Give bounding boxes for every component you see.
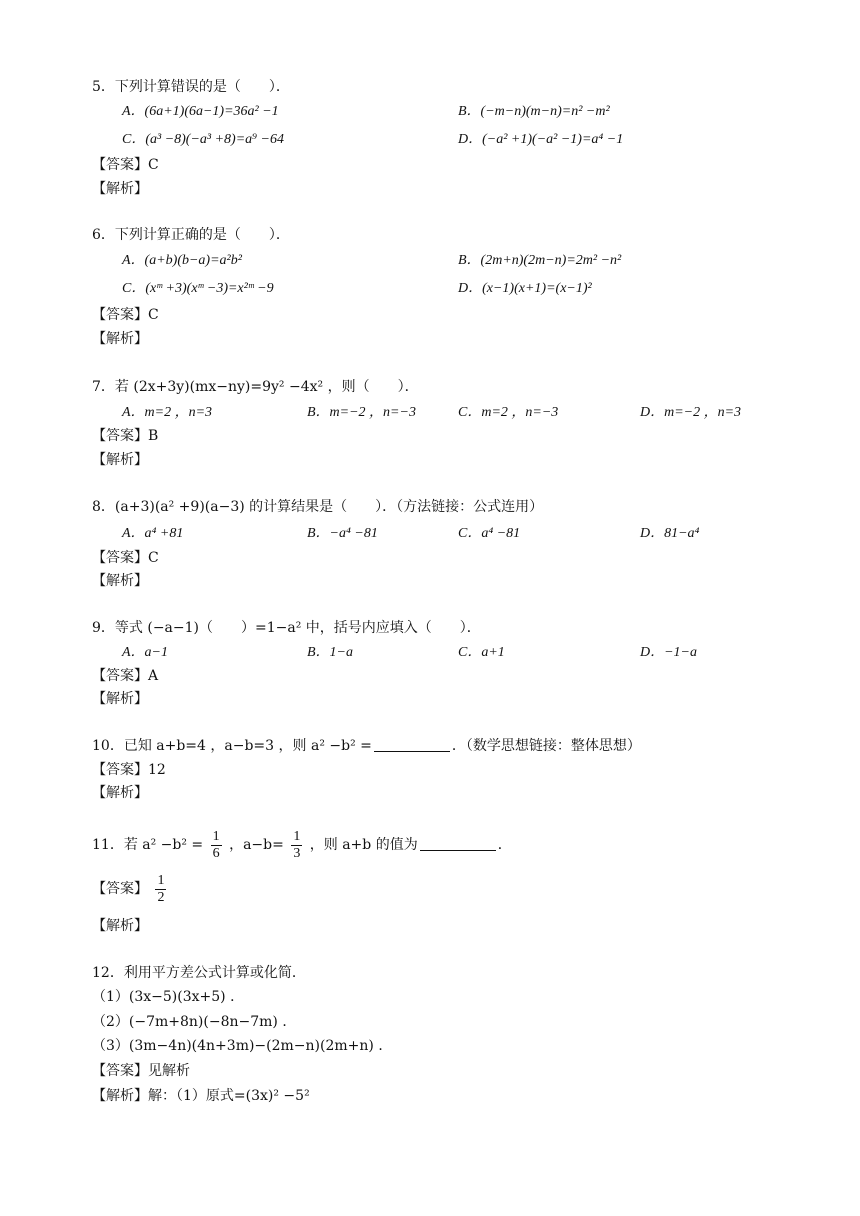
q8-analysis: 【解析】 [92, 573, 148, 589]
q8-option-b: B．−a⁴ −81 [307, 526, 378, 541]
q7-option-c: C．m=2 ，n=−3 [458, 405, 559, 420]
q6-option-b: B．(2m+n)(2m−n)=2m² −n² [458, 253, 622, 268]
q11-answer [92, 872, 169, 906]
q7-stem: 7．若 (2x+3y)(mx−ny)=9y² −4x² ，则（ ）． [92, 379, 419, 395]
q11-stem-suffix: ，则 a+b 的值为 [309, 837, 418, 853]
q12-part-2: （2）(−7m+8n)(−8n−7m) ． [92, 1014, 297, 1030]
q5-option-c: C．(a³ −8)(−a³ +8)=a⁹ −64 [122, 132, 284, 147]
q11-answer-blank [420, 836, 496, 851]
q8-option-c: C．a⁴ −81 [458, 526, 521, 541]
q6-stem: 6．下列计算正确的是（ ）． [92, 227, 290, 243]
q12-stem: 12．利用平方差公式计算或化简． [92, 965, 306, 981]
q11-answer-fraction [155, 873, 166, 906]
q5-analysis: 【解析】 [92, 181, 148, 197]
q7-answer: 【答案】B [92, 428, 159, 444]
q11-stem-prefix: 11．若 a² −b² = [92, 837, 204, 853]
q11-answer-label: 【答案】 [92, 881, 148, 897]
q7-option-d: D．m=−2 ，n=3 [640, 405, 742, 420]
q9-stem: 9．等式 (−a−1)（ ）=1−a² 中，括号内应填入（ ）． [92, 620, 481, 636]
q8-option-a: A．a⁴ +81 [122, 526, 184, 541]
q11-stem-end: ． [497, 837, 512, 853]
q10-stem-suffix: ．（数学思想链接：整体思想） [451, 738, 641, 754]
q12-answer: 【答案】见解析 [92, 1063, 190, 1079]
q7-analysis: 【解析】 [92, 452, 148, 468]
q6-option-c: C．(xᵐ +3)(xᵐ −3)=x²ᵐ −9 [122, 281, 274, 296]
q11-fraction-1-den: 6 [212, 845, 220, 861]
q5-stem: 5．下列计算错误的是（ ）． [92, 79, 290, 95]
q10-stem [92, 737, 641, 755]
q5-option-d: D．(−a² +1)(−a² −1)=a⁴ −1 [458, 132, 624, 147]
q9-option-a: A．a−1 [122, 645, 168, 660]
q10-stem-prefix: 10．已知 a+b=4 ，a−b=3 ，则 a² −b² = [92, 738, 372, 754]
q6-option-d: D．(x−1)(x+1)=(x−1)² [458, 281, 592, 296]
q11-answer-den: 2 [157, 889, 165, 905]
q11-stem [92, 828, 512, 862]
q8-option-d: D．81−a⁴ [640, 526, 700, 541]
q5-answer: 【答案】C [92, 157, 159, 173]
q9-option-c: C．a+1 [458, 645, 505, 660]
q12-part-1: （1）(3x−5)(3x+5) ． [92, 989, 245, 1005]
q12-part-3: （3）(3m−4n)(4n+3m)−(2m−n)(2m+n) ． [92, 1038, 393, 1054]
q8-answer: 【答案】C [92, 550, 159, 566]
q11-fraction-2-num: 1 [293, 828, 301, 844]
q10-answer-blank [374, 737, 450, 752]
q11-answer-num: 1 [157, 872, 165, 888]
q11-fraction-2-den: 3 [293, 845, 301, 861]
q9-option-b: B．1−a [307, 645, 353, 660]
q11-analysis: 【解析】 [92, 918, 148, 934]
q10-answer: 【答案】12 [92, 762, 166, 778]
q5-option-a: A．(6a+1)(6a−1)=36a² −1 [122, 104, 279, 119]
q9-option-d: D．−1−a [640, 645, 698, 660]
q11-fraction-2 [291, 829, 302, 862]
q9-analysis: 【解析】 [92, 691, 148, 707]
q12-analysis: 【解析】解：（1）原式=(3x)² −5² [92, 1088, 310, 1104]
q7-option-b: B．m=−2 ，n=−3 [307, 405, 416, 420]
q5-option-b: B．(−m−n)(m−n)=n² −m² [458, 104, 610, 119]
q11-stem-middle: ，a−b= [229, 837, 284, 853]
q10-analysis: 【解析】 [92, 785, 148, 801]
q11-fraction-1-num: 1 [212, 828, 220, 844]
q9-answer: 【答案】A [92, 668, 159, 684]
q6-analysis: 【解析】 [92, 331, 148, 347]
q6-option-a: A．(a+b)(b−a)=a²b² [122, 253, 242, 268]
q11-fraction-1 [211, 829, 222, 862]
q6-answer: 【答案】C [92, 307, 159, 323]
q7-option-a: A．m=2 ，n=3 [122, 405, 213, 420]
q8-stem: 8．(a+3)(a² +9)(a−3) 的计算结果是（ ）．（方法链接：公式连用） [92, 499, 544, 515]
